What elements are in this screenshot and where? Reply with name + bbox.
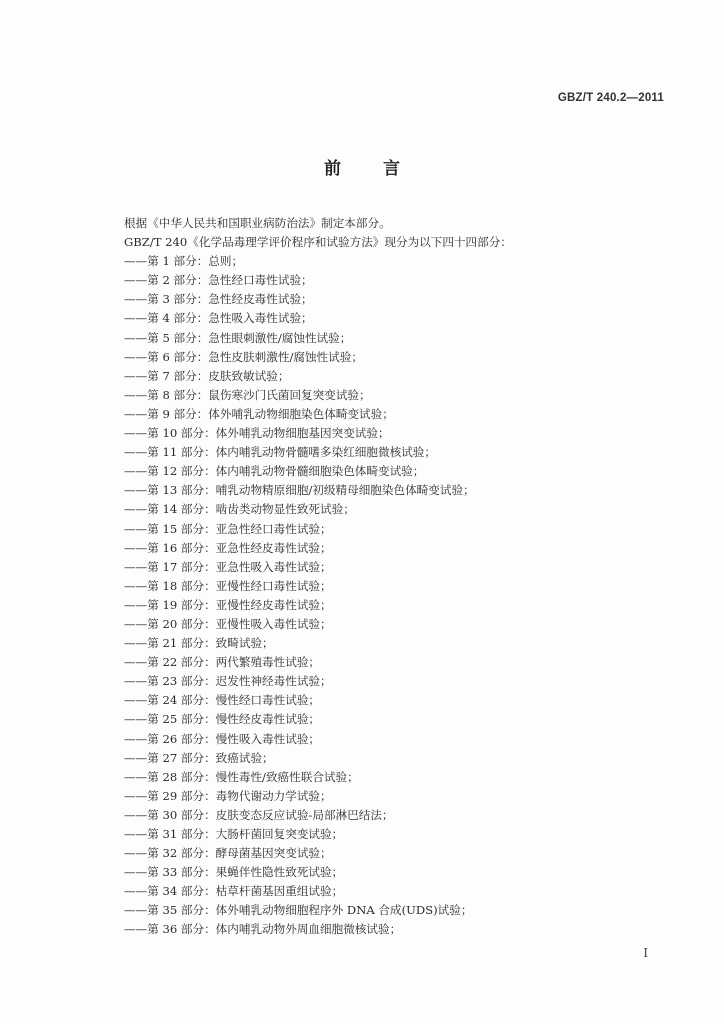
part-list-item: ——第 16 部分：亚急性经皮毒性试验； [124, 540, 332, 555]
part-list-item: ——第 35 部分：体外哺乳动物细胞程序外 DNA 合成(UDS)试验； [124, 903, 473, 918]
intro-line: GBZ/T 240《化学品毒理学评价程序和试验方法》现分为以下四十四部分： [124, 235, 512, 250]
part-list-item: ——第 7 部分：皮肤致敏试验； [124, 368, 290, 383]
part-list-item: ——第 32 部分：酵母菌基因突变试验； [124, 846, 332, 861]
intro-line: 根据《中华人民共和国职业病防治法》制定本部分。 [124, 216, 391, 230]
part-list-item: ——第 29 部分：毒物代谢动力学试验； [124, 788, 332, 803]
part-list-item: ——第 5 部分：急性眼刺激性/腐蚀性试验； [124, 330, 352, 345]
part-list-item: ——第 13 部分：哺乳动物精原细胞/初级精母细胞染色体畸变试验； [124, 483, 475, 498]
part-list-item: ——第 31 部分：大肠杆菌回复突变试验； [124, 827, 344, 841]
part-list-item: ——第 11 部分：体内哺乳动物骨髓嗜多染红细胞微核试验； [124, 445, 436, 460]
part-list-item: ——第 34 部分：枯草杆菌基因重组试验； [124, 884, 344, 899]
part-list-item: ——第 14 部分：啮齿类动物显性致死试验； [124, 502, 355, 517]
part-list-item: ——第 22 部分：两代繁殖毒性试验； [124, 655, 321, 670]
standard-code: GBZ/T 240.2—2011 [557, 92, 664, 104]
preface-body [124, 214, 684, 940]
part-list-item: ——第 25 部分：慢性经皮毒性试验； [124, 712, 321, 727]
parts-list [124, 252, 684, 939]
part-list-item: ——第 24 部分：慢性经口毒性试验； [124, 693, 321, 708]
part-list-item: ——第 19 部分：亚慢性经皮毒性试验； [124, 597, 332, 612]
page-title: 前言 [324, 159, 442, 179]
part-list-item: ——第 4 部分：急性吸入毒性试验； [124, 311, 313, 326]
part-list-item: ——第 33 部分：果蝇伴性隐性致死试验； [124, 865, 344, 880]
part-list-item: ——第 15 部分：亚急性经口毒性试验； [124, 521, 332, 536]
part-list-item: ——第 2 部分：急性经口毒性试验； [124, 273, 313, 288]
part-list-item: ——第 23 部分：迟发性神经毒性试验； [124, 674, 332, 689]
part-list-item: ——第 36 部分：体内哺乳动物外周血细胞微核试验； [124, 922, 402, 937]
part-list-item: ——第 3 部分：急性经皮毒性试验； [124, 292, 313, 307]
part-list-item: ——第 12 部分：体内哺乳动物骨髓细胞染色体畸变试验； [124, 464, 425, 479]
part-list-item: ——第 27 部分：致癌试验； [124, 750, 274, 765]
part-list-item: ——第 6 部分：急性皮肤刺激性/腐蚀性试验； [124, 349, 363, 364]
part-list-item: ——第 9 部分：体外哺乳动物细胞染色体畸变试验； [124, 406, 394, 421]
page-number: I [643, 946, 648, 960]
part-list-item: ——第 17 部分：亚急性吸入毒性试验； [124, 559, 332, 574]
part-list-item: ——第 8 部分：鼠伤寒沙门氏菌回复突变试验； [124, 387, 371, 402]
part-list-item: ——第 20 部分：亚慢性吸入毒性试验； [124, 616, 332, 631]
part-list-item: ——第 30 部分：皮肤变态反应试验-局部淋巴结法； [124, 807, 394, 822]
part-list-item: ——第 26 部分：慢性吸入毒性试验； [124, 731, 321, 746]
part-list-item: ——第 28 部分：慢性毒性/致癌性联合试验； [124, 769, 359, 784]
part-list-item: ——第 18 部分：亚慢性经口毒性试验； [124, 578, 332, 593]
part-list-item: ——第 21 部分：致畸试验； [124, 636, 274, 651]
part-list-item: ——第 1 部分：总则； [124, 254, 244, 269]
part-list-item: ——第 10 部分：体外哺乳动物细胞基因突变试验； [124, 426, 390, 441]
